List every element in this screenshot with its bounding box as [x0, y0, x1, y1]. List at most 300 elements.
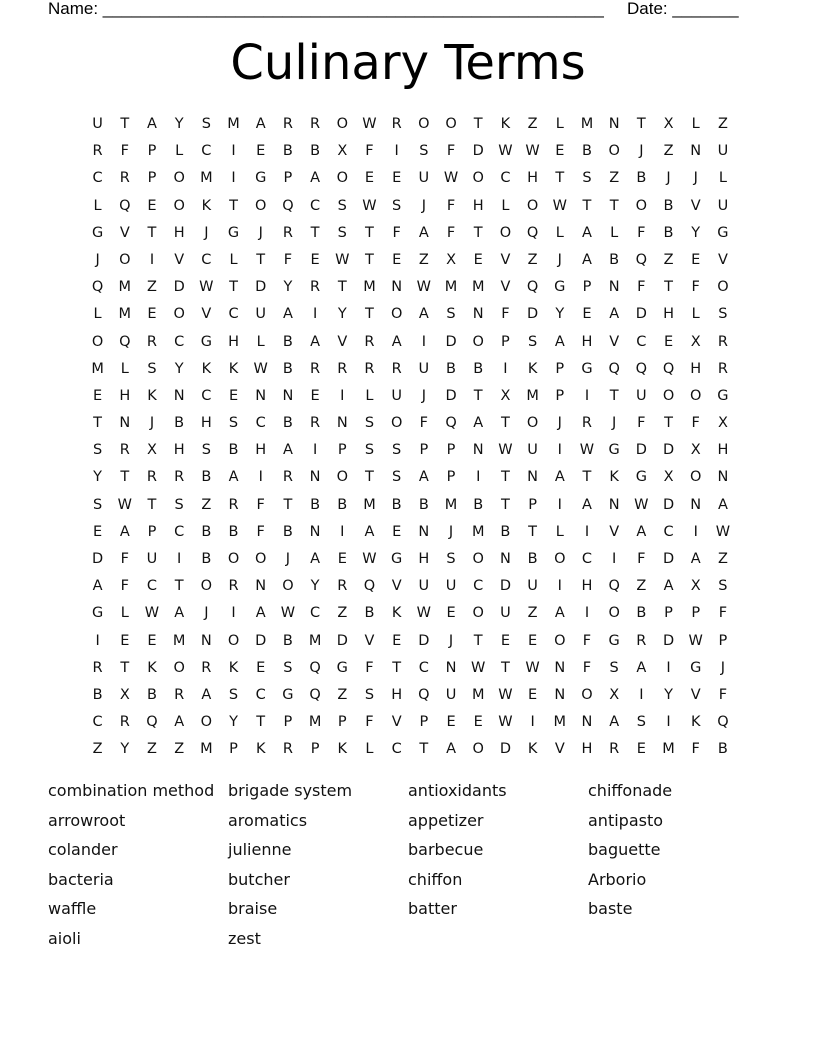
grid-letter: D [472, 143, 484, 160]
grid-letter: V [364, 632, 375, 649]
grid-letter: Z [201, 496, 212, 513]
grid-letter: C [92, 714, 103, 731]
grid-letter: I [421, 333, 426, 350]
grid-letter: F [637, 551, 646, 567]
grid-letter: N [608, 496, 620, 513]
grid-letter: U [418, 578, 430, 595]
grid-letter: M [662, 741, 675, 758]
grid-letter: O [227, 551, 240, 567]
grid-letter: T [582, 469, 592, 486]
grid-letter: R [228, 496, 239, 513]
grid-letter: A [92, 578, 103, 595]
grid-letter: J [95, 251, 100, 268]
grid-letter: O [173, 306, 185, 323]
grid-letter: O [690, 469, 702, 486]
grid-letter: O [472, 333, 484, 350]
grid-letter: A [174, 714, 185, 731]
grid-letter: E [93, 387, 103, 404]
grid-letter: M [91, 360, 104, 377]
grid-letter: J [258, 224, 263, 241]
grid-letter: M [363, 496, 376, 513]
grid-letter: F [691, 741, 700, 758]
grid-letter: F [718, 686, 728, 703]
grid-letter: L [501, 197, 510, 214]
grid-letter: O [472, 170, 484, 187]
grid-letter: A [690, 551, 701, 567]
grid-letter: J [421, 197, 426, 214]
grid-letter: J [149, 415, 155, 432]
grid-letter: Z [717, 116, 728, 132]
grid-letter: H [663, 306, 674, 323]
grid-letter: F [256, 496, 265, 513]
grid-letter: R [282, 224, 293, 241]
grid-letter: U [527, 578, 538, 595]
grid-letter: H [173, 442, 185, 459]
grid-letter: J [666, 170, 671, 187]
grid-letter: I [231, 605, 236, 622]
grid-letter: D [336, 632, 348, 649]
grid-letter: L [691, 116, 700, 132]
grid-letter: I [666, 714, 671, 731]
name-field: Name: _____________________________________________________ [48, 0, 604, 18]
grid-letter: Z [418, 251, 429, 268]
grid-letter: E [555, 143, 565, 160]
word-list-item: arrowroot [48, 810, 126, 830]
grid-letter: T [473, 116, 483, 132]
grid-letter: W [552, 197, 567, 214]
word-list [48, 778, 768, 956]
grid-letter: E [473, 251, 483, 268]
grid-letter: U [717, 197, 729, 214]
grid-letter: T [664, 279, 673, 296]
grid-letter: R [364, 360, 375, 377]
grid-letter: R [146, 469, 157, 486]
grid-letter: O [227, 632, 240, 649]
grid-letter: P [718, 632, 728, 649]
grid-letter: P [419, 714, 429, 731]
grid-letter: P [337, 714, 347, 731]
grid-letter: B [636, 605, 647, 622]
grid-letter: Q [119, 333, 131, 350]
grid-letter: K [255, 741, 266, 758]
grid-letter: A [554, 469, 565, 486]
grid-letter: F [501, 306, 510, 323]
grid-letter: A [609, 306, 620, 323]
grid-letter: U [418, 170, 430, 187]
grid-letter: S [718, 578, 728, 595]
grid-letter: F [582, 632, 592, 649]
grid-letter: N [608, 116, 620, 132]
word-list-item: aromatics [228, 810, 308, 830]
grid-letter: Q [309, 686, 321, 703]
grid-letter: Z [663, 143, 674, 160]
grid-letter: N [200, 632, 212, 649]
grid-letter: T [500, 469, 510, 486]
grid-letter: T [120, 469, 130, 486]
grid-letter: D [662, 442, 675, 459]
grid-letter: B [446, 360, 456, 377]
grid-letter: G [717, 387, 729, 404]
grid-letter: V [391, 714, 402, 731]
grid-letter: F [120, 143, 129, 160]
word-list-item: baste [588, 899, 633, 919]
grid-letter: X [337, 143, 348, 160]
grid-letter: O [608, 143, 620, 160]
grid-letter: S [201, 442, 211, 459]
grid-letter: O [472, 551, 484, 567]
grid-letter: K [500, 116, 511, 132]
grid-letter: K [690, 714, 701, 731]
grid-letter: R [92, 143, 103, 160]
grid-letter: F [582, 659, 592, 676]
grid-letter: C [201, 387, 212, 404]
word-list-item: antioxidants [408, 781, 507, 800]
grid-letter: R [282, 469, 293, 486]
grid-letter: H [255, 442, 267, 459]
grid-letter: P [147, 523, 157, 540]
grid-letter: Z [527, 605, 538, 622]
grid-letter: W [362, 197, 377, 214]
grid-letter: R [310, 415, 321, 432]
grid-letter: E [446, 714, 456, 731]
date-field: Date: _______ [627, 0, 739, 18]
word-list-item: appetizer [408, 810, 484, 830]
grid-letter: N [554, 659, 566, 676]
grid-letter: W [579, 442, 595, 459]
grid-letter: G [336, 659, 348, 676]
grid-letter: P [555, 360, 565, 377]
grid-letter: V [119, 224, 130, 241]
grid-letter: I [177, 551, 182, 567]
grid-letter: D [635, 442, 647, 459]
grid-letter: R [174, 686, 185, 703]
grid-letter: M [200, 170, 213, 187]
grid-letter: E [392, 170, 402, 187]
grid-letter: I [557, 442, 562, 459]
grid-letter: Q [635, 251, 648, 268]
grid-letter: O [200, 714, 213, 731]
grid-letter: R [310, 360, 321, 377]
grid-letter: T [528, 523, 538, 540]
grid-letter: O [581, 686, 593, 703]
grid-letter: N [472, 442, 484, 459]
grid-letter: I [584, 605, 590, 622]
grid-letter: V [201, 306, 212, 323]
grid-letter: S [337, 197, 347, 214]
grid-letter: P [310, 741, 320, 758]
grid-letter: T [555, 170, 565, 187]
grid-letter: Z [636, 578, 647, 595]
grid-letter: W [498, 442, 513, 459]
grid-letter: O [336, 116, 348, 132]
grid-letter: T [174, 578, 184, 595]
grid-letter: S [283, 659, 293, 676]
grid-letter: E [93, 523, 103, 540]
grid-letter: B [146, 686, 157, 703]
grid-letter: D [499, 741, 511, 758]
grid-letter: K [609, 469, 619, 486]
grid-letter: U [527, 442, 538, 459]
grid-letter: I [557, 496, 562, 513]
grid-letter: B [663, 197, 674, 214]
grid-letter: T [365, 306, 374, 323]
grid-letter: C [418, 659, 429, 676]
grid-letter: T [365, 224, 374, 241]
grid-letter: J [285, 551, 291, 567]
grid-letter: L [610, 224, 619, 241]
grid-letter: Q [662, 360, 675, 377]
grid-letter: U [146, 551, 158, 567]
grid-letter: D [173, 279, 185, 296]
grid-letter: F [365, 659, 374, 676]
grid-letter: B [500, 523, 511, 540]
grid-letter: L [120, 605, 129, 622]
grid-letter: E [147, 306, 157, 323]
grid-letter: Z [147, 741, 157, 758]
grid-letter: O [255, 551, 267, 567]
grid-letter: E [120, 632, 130, 649]
grid-letter: F [718, 605, 728, 622]
grid-letter: V [500, 251, 511, 268]
grid-letter: Y [283, 279, 293, 296]
grid-letter: N [472, 306, 484, 323]
grid-letter: T [473, 224, 483, 241]
grid-letter: X [690, 333, 701, 350]
grid-letter: I [666, 659, 671, 676]
grid-letter: G [635, 469, 647, 486]
grid-letter: O [526, 415, 539, 432]
grid-letter: N [581, 714, 593, 731]
grid-letter: Y [120, 741, 130, 758]
word-list-item: colander [48, 840, 118, 860]
grid-letter: N [391, 279, 403, 296]
grid-letter: R [636, 632, 647, 649]
grid-letter: Y [664, 686, 673, 703]
grid-letter: H [581, 333, 593, 350]
grid-letter: H [472, 197, 484, 214]
word-list-item: combination method [48, 781, 215, 800]
grid-letter: M [526, 387, 539, 404]
grid-letter: T [283, 496, 293, 513]
grid-letter: W [525, 143, 540, 160]
word-list-item: chiffon [408, 869, 463, 889]
grid-letter: L [718, 170, 727, 187]
grid-letter: M [118, 306, 132, 323]
grid-letter: S [718, 306, 728, 323]
grid-letter: A [663, 578, 674, 595]
grid-letter: W [362, 116, 377, 132]
grid-letter: J [448, 632, 454, 649]
grid-letter: S [364, 686, 375, 703]
grid-letter: B [337, 496, 348, 513]
grid-letter: S [337, 224, 347, 241]
grid-letter: W [498, 143, 513, 160]
grid-letter: A [364, 523, 375, 540]
grid-letter: K [527, 360, 538, 377]
grid-letter: S [92, 442, 103, 459]
word-list-item: batter [408, 899, 457, 919]
grid-letter: C [500, 170, 511, 187]
grid-letter: G [255, 170, 267, 187]
grid-letter: G [91, 224, 104, 241]
grid-letter: X [690, 578, 701, 595]
grid-letter: O [472, 741, 484, 758]
grid-letter: W [253, 360, 268, 377]
grid-letter: Z [174, 741, 185, 758]
grid-letter: U [445, 578, 457, 595]
page-title: Culinary Terms [230, 35, 586, 91]
grid-letter: B [663, 224, 674, 241]
grid-letter: A [636, 659, 647, 676]
grid-letter: Z [92, 741, 103, 758]
grid-letter: A [147, 116, 157, 132]
grid-letter: W [688, 632, 703, 649]
grid-letter: L [120, 360, 129, 377]
grid-letter: Q [717, 714, 729, 731]
grid-letter: F [637, 415, 646, 432]
grid-letter: B [473, 360, 484, 377]
grid-letter: W [498, 686, 513, 703]
grid-letter: R [119, 170, 130, 187]
grid-letter: T [229, 197, 238, 214]
grid-letter: I [584, 523, 590, 540]
grid-letter: E [147, 632, 157, 649]
grid-letter: T [392, 659, 402, 676]
grid-letter: I [149, 251, 155, 268]
grid-letter: J [557, 251, 562, 268]
grid-letter: S [92, 496, 103, 513]
grid-letter: S [446, 551, 456, 567]
grid-letter: A [310, 551, 321, 567]
grid-letter: K [147, 387, 157, 404]
grid-letter: I [693, 523, 698, 540]
grid-letter: V [690, 686, 701, 703]
grid-letter: L [229, 251, 238, 268]
grid-letter: T [500, 496, 510, 513]
grid-letter: S [392, 469, 402, 486]
grid-letter: H [527, 170, 539, 187]
grid-letter: E [663, 333, 674, 350]
grid-letter: D [527, 306, 539, 323]
grid-letter: D [255, 279, 267, 296]
grid-letter: B [636, 170, 647, 187]
grid-letter: N [282, 387, 294, 404]
grid-letter: A [418, 469, 429, 486]
word-list-item: barbecue [408, 840, 484, 860]
grid-letter: S [527, 333, 538, 350]
grid-letter: M [471, 279, 485, 296]
grid-letter: I [312, 306, 318, 323]
grid-letter: Y [93, 469, 103, 486]
grid-letter: G [608, 632, 620, 649]
grid-letter: L [93, 306, 102, 323]
grid-letter: A [310, 333, 321, 350]
grid-letter: A [282, 442, 293, 459]
grid-letter: H [200, 415, 212, 432]
grid-letter: D [662, 496, 675, 513]
grid-letter: T [365, 469, 374, 486]
grid-letter: M [471, 523, 485, 540]
grid-letter: U [500, 605, 511, 622]
grid-letter: W [335, 251, 350, 268]
grid-letter: B [310, 496, 321, 513]
grid-letter: Z [337, 686, 348, 703]
grid-letter: T [582, 197, 592, 214]
grid-letter: O [608, 605, 620, 622]
grid-letter: C [174, 523, 185, 540]
grid-letter: G [690, 659, 702, 676]
grid-letter: B [282, 632, 293, 649]
grid-letter: T [256, 714, 266, 731]
grid-letter: A [391, 333, 402, 350]
grid-letter: B [174, 415, 185, 432]
grid-letter: A [255, 605, 266, 622]
grid-letter: W [416, 605, 432, 622]
grid-letter: B [282, 523, 293, 540]
grid-letter: X [147, 442, 157, 459]
grid-letter: T [500, 659, 510, 676]
grid-letter: N [445, 659, 457, 676]
grid-letter: F [446, 143, 456, 160]
grid-letter: L [256, 333, 265, 350]
word-list-item: braise [228, 899, 278, 919]
grid-letter: C [255, 686, 266, 703]
grid-letter: S [147, 360, 157, 377]
grid-letter: K [527, 741, 538, 758]
grid-letter: C [228, 306, 239, 323]
grid-letter: N [173, 387, 185, 404]
grid-letter: Z [717, 551, 728, 567]
grid-letter: M [363, 279, 376, 296]
grid-letter: J [448, 523, 454, 540]
grid-letter: I [584, 387, 590, 404]
grid-letter: N [554, 686, 566, 703]
grid-letter: N [418, 523, 430, 540]
grid-letter: X [446, 251, 456, 268]
grid-letter: Q [91, 279, 104, 296]
grid-letter: S [392, 197, 402, 214]
grid-letter: P [147, 170, 157, 187]
word-list-item: antipasto [588, 810, 664, 830]
grid-letter: K [228, 659, 239, 676]
grid-letter: T [365, 251, 374, 268]
grid-letter: E [528, 686, 538, 703]
grid-letter: P [147, 143, 157, 160]
grid-letter: R [92, 659, 103, 676]
grid-letter: B [391, 496, 402, 513]
grid-letter: A [418, 306, 429, 323]
grid-letter: H [418, 551, 430, 567]
grid-letter: Y [174, 116, 184, 132]
grid-letter: J [421, 387, 426, 404]
grid-letter: A [418, 224, 429, 241]
grid-letter: O [526, 197, 539, 214]
grid-letter: R [581, 415, 592, 432]
grid-letter: Z [337, 605, 348, 622]
grid-letter: Q [445, 415, 457, 432]
grid-letter: U [255, 306, 267, 323]
grid-letter: E [364, 170, 375, 187]
grid-letter: T [229, 279, 238, 296]
grid-letter: N [309, 469, 321, 486]
grid-letter: C [310, 605, 321, 622]
grid-letter: F [419, 415, 429, 432]
grid-letter: R [337, 360, 348, 377]
grid-letter: C [391, 741, 402, 758]
grid-letter: A [582, 251, 592, 268]
grid-letter: B [581, 143, 592, 160]
grid-letter: M [553, 714, 567, 731]
